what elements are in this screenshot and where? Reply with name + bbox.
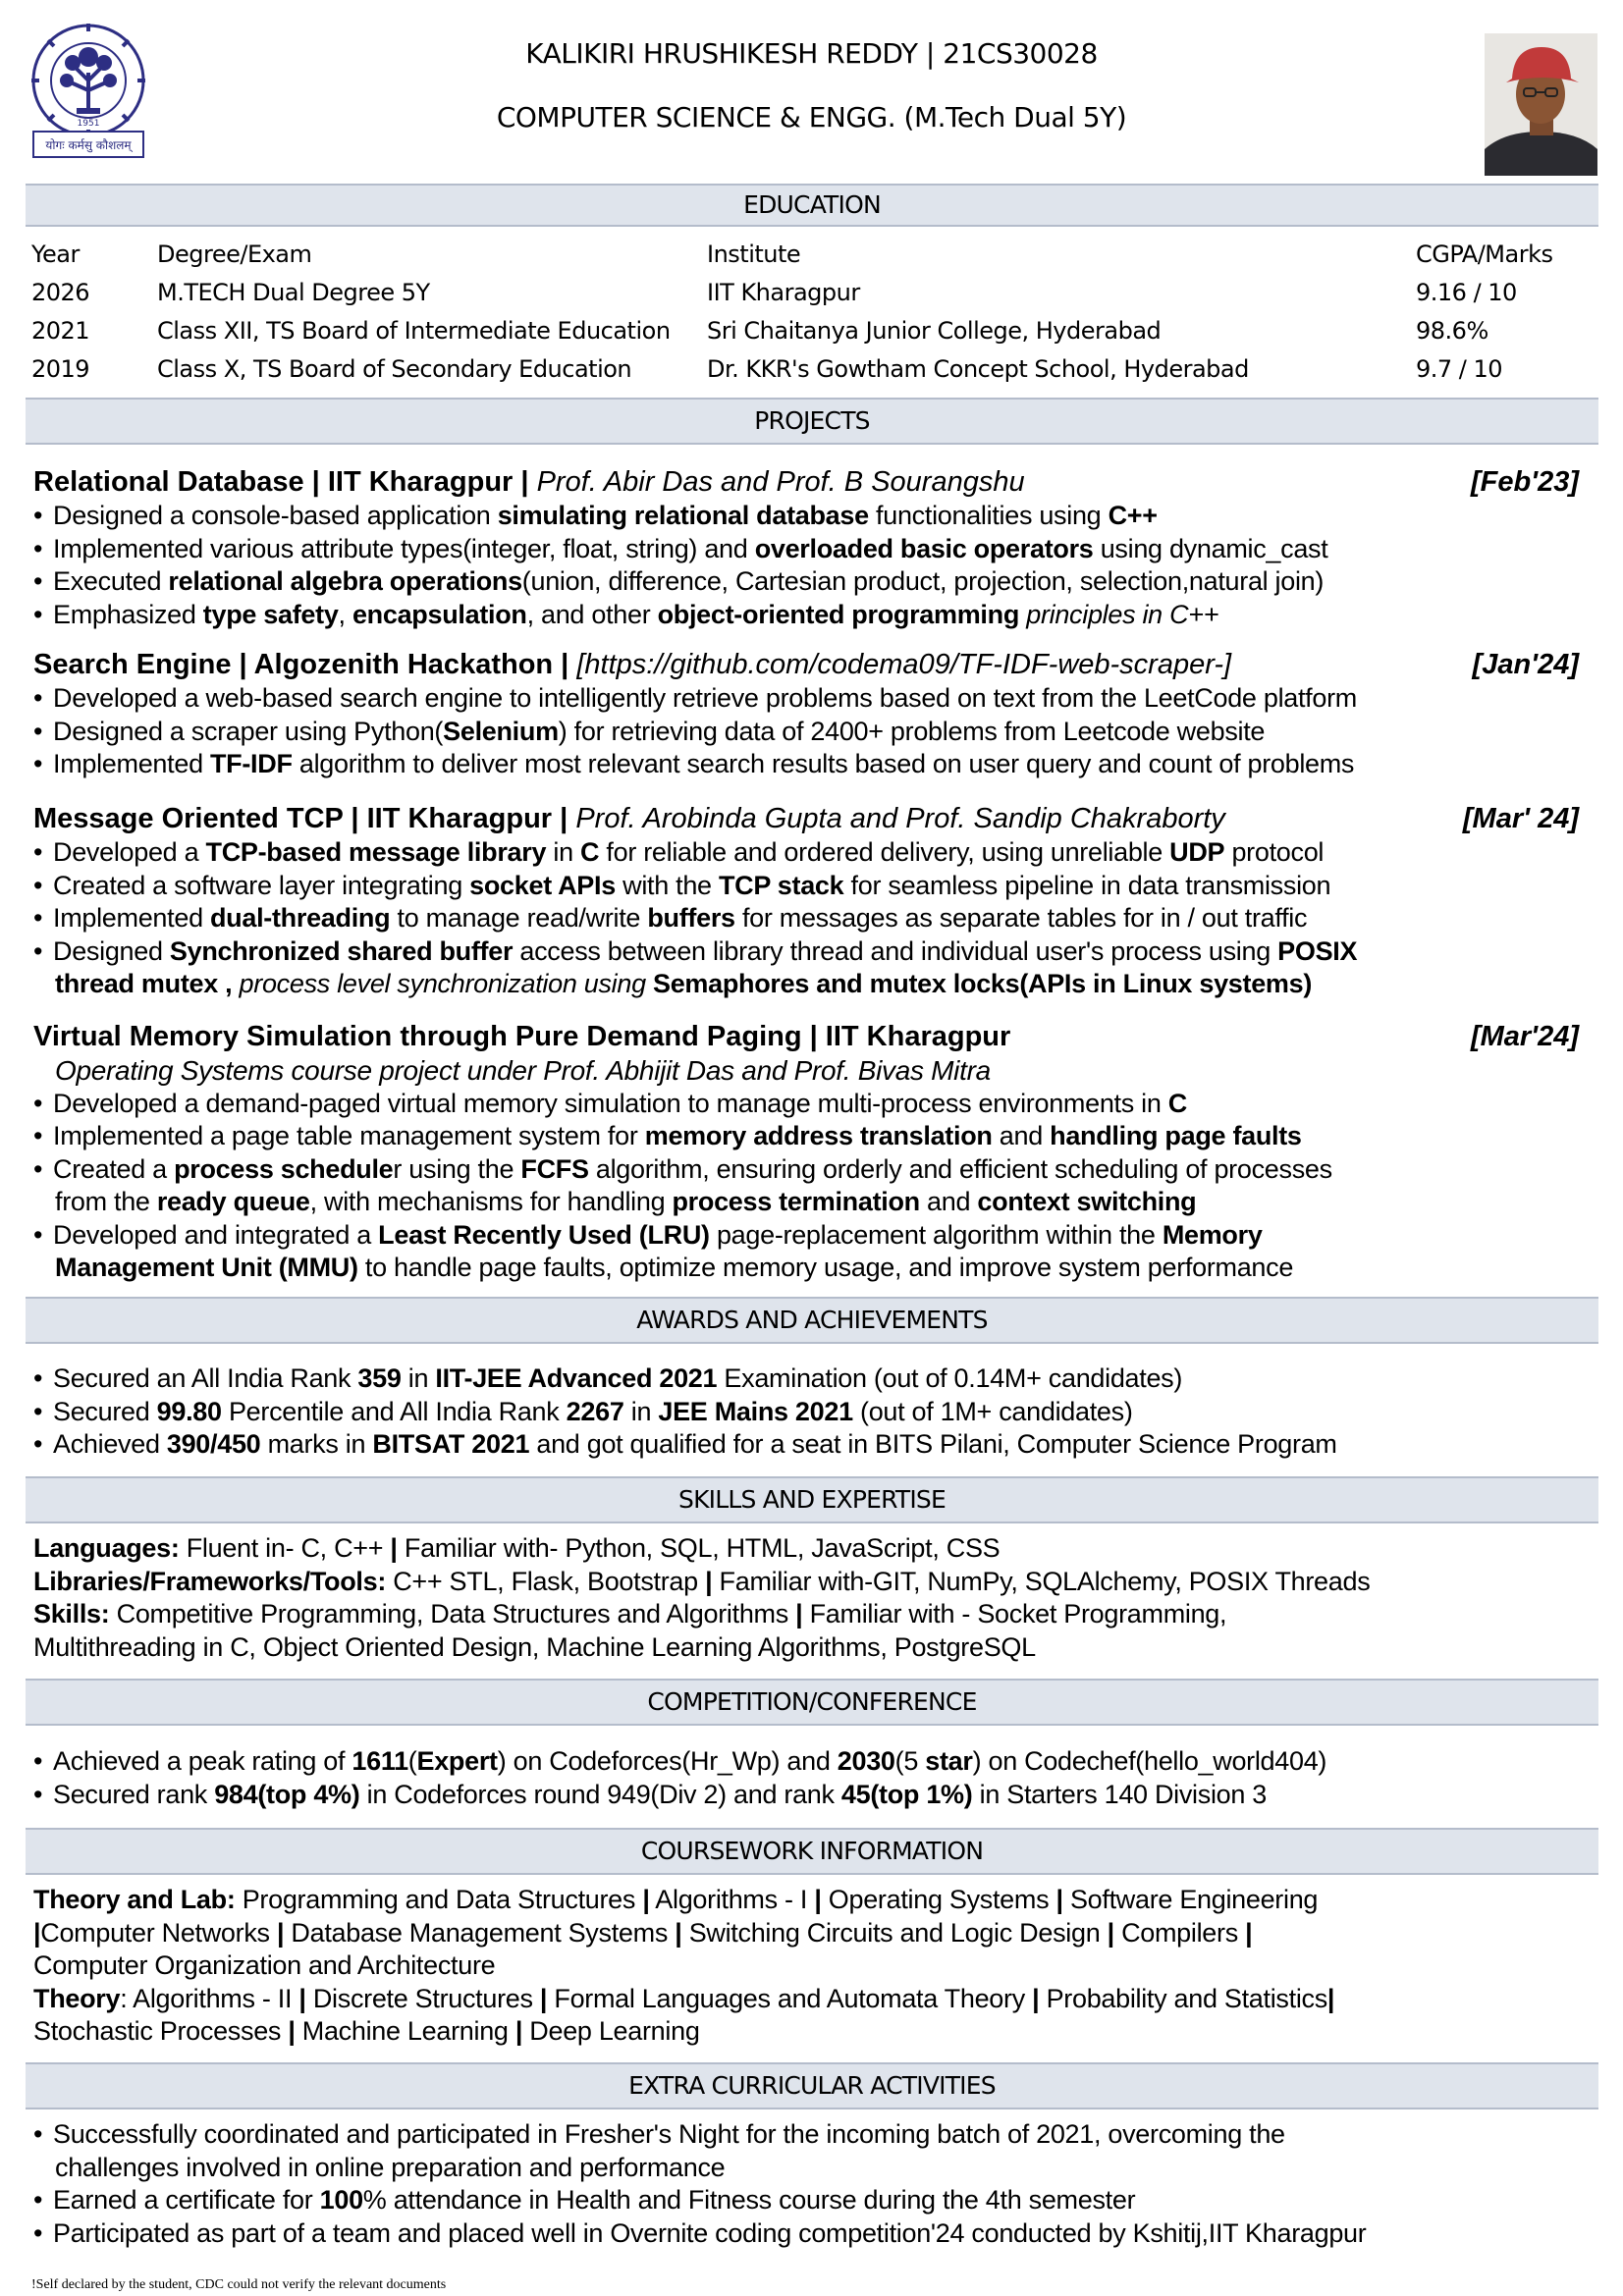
text-run: for messages as separate tables for in / out traffic [734, 903, 1308, 933]
text-run: Developed a web-based search engine to intelligently retrieve problems based on text from the LeetCode platform [53, 683, 1357, 713]
text-run: , [338, 599, 352, 629]
text-run: Operating Systems [821, 1885, 1056, 1914]
text-run: Developed a demand-paged virtual memory simulation to manage multi-process environments in [53, 1088, 1168, 1118]
list-item [33, 1745, 1598, 1779]
list-item [33, 565, 1598, 599]
list-item [33, 2184, 1598, 2217]
logo-year: 1951 [77, 119, 100, 129]
text-run: algorithm to deliver most relevant search results based on user query and count of problems [292, 749, 1355, 778]
list-item [33, 2118, 1598, 2152]
table-row [31, 349, 1593, 388]
project-link[interactable]: [https://github.com/codema09/TF-IDF-web-scraper-] [576, 649, 1232, 680]
emphasis-text: | [298, 1983, 306, 2013]
emphasis-text: TCP stack [718, 870, 844, 900]
project-subtitle: Prof. Arobinda Gupta and Prof. Sandip Chakraborty [575, 803, 1225, 834]
section-coursework: COURSEWORK INFORMATION [26, 1828, 1598, 1875]
emphasis-text: | [814, 1885, 822, 1914]
footnote: !Self declared by the student, CDC could not verify the relevant documents [31, 2277, 447, 2292]
coursework-theory-lab-cont [33, 1917, 1598, 1950]
text-run: Successfully coordinated and participated in Fresher's Night for the incoming batch of 2021, overcoming the [53, 2119, 1285, 2149]
department: COMPUTER SCIENCE & ENGG. (M.Tech Dual 5Y) [496, 101, 1127, 133]
emphasis-text: | [33, 1917, 41, 1948]
text-run: Achieved [53, 1429, 167, 1459]
emphasis-text: Languages: [33, 1533, 180, 1563]
text-run: Percentile and All India Rank [221, 1396, 567, 1426]
emphasis-text: | [288, 2016, 296, 2046]
emphasis-text: | [514, 2016, 523, 2046]
text-run: protocol [1224, 837, 1325, 867]
cell: M.TECH Dual Degree 5Y [157, 278, 430, 306]
text-run: Emphasized [53, 599, 203, 629]
list-item [33, 836, 1598, 870]
section-skills: SKILLS AND EXPERTISE [26, 1476, 1598, 1523]
text-run: page-replacement algorithm within the [709, 1219, 1163, 1250]
emphasis-text: Synchronized shared buffer [169, 935, 514, 966]
cell: 2021 [31, 316, 90, 345]
text-run: using dynamic_cast [1093, 533, 1328, 563]
emphasis-text: | [1107, 1917, 1114, 1948]
table-row [31, 273, 1593, 311]
project-date: [Mar'24] [1470, 1021, 1579, 1052]
cell: Sri Chaitanya Junior College, Hyderabad [707, 316, 1162, 345]
text-run: Database Management Systems [284, 1917, 676, 1948]
text-run: access between library thread and individual user's process using [513, 935, 1278, 966]
text-run: C++ STL, Flask, Bootstrap [386, 1566, 706, 1596]
list-item [33, 533, 1598, 566]
emphasis-text: TCP-based message library [205, 837, 547, 867]
list-item [33, 500, 1598, 533]
text-run: Fluent in- C, C++ [179, 1533, 391, 1563]
list-item [33, 1779, 1598, 1812]
text-run: marks in [260, 1429, 373, 1459]
cell: 98.6% [1416, 316, 1488, 345]
emphasis-text: Libraries/Frameworks/Tools: [33, 1566, 387, 1596]
awards-list [33, 1362, 1598, 1462]
text-run: Software Engineering [1062, 1885, 1319, 1914]
text-run: Deep Learning [522, 2016, 700, 2046]
logo-caption: योगः कर्मसु कौशलम् [45, 138, 132, 152]
emphasis-text: 984(top 4%) [214, 1779, 360, 1809]
project-date: [Feb'23] [1470, 466, 1579, 498]
emphasis-text: context switching [977, 1187, 1197, 1216]
competition-list [33, 1745, 1598, 1811]
emphasis-text: 1611 [352, 1746, 408, 1776]
list-item [33, 748, 1598, 781]
text-run: and [919, 1187, 978, 1216]
emphasis-text: C++ [1108, 501, 1158, 530]
emphasis-text: 359 [357, 1363, 402, 1393]
text-run: Competitive Programming, Data Structures and Algorithms [109, 1599, 796, 1629]
text-run: and got qualified for a seat in BITS Pilani, Computer Science Program [529, 1429, 1337, 1459]
text-run: Familiar with- Python, SQL, HTML, JavaScript, CSS [397, 1533, 1001, 1563]
skills-libraries [33, 1566, 1598, 1599]
skills-languages [33, 1532, 1598, 1566]
candidate-name: KALIKIRI HRUSHIKESH REDDY | 21CS30028 [525, 37, 1098, 70]
emphasis-text: | [276, 1917, 285, 1948]
text-run: Created a [53, 1153, 175, 1184]
emphasis-text: simulating relational database [497, 501, 869, 530]
emphasis-text: Semaphores and mutex locks(APIs in Linux systems) [653, 969, 1313, 998]
emphasis-text: Theory and Lab: [33, 1885, 236, 1914]
emphasis-text: Skills: [33, 1599, 110, 1629]
italic-text: process level synchronization using [232, 969, 653, 998]
emphasis-text: object-oriented programming [657, 599, 1020, 629]
emphasis-text: relational algebra operations [168, 566, 522, 596]
emphasis-text: | [539, 1983, 548, 2013]
emphasis-text: Expert [416, 1746, 498, 1776]
emphasis-text: Management Unit (MMU) [55, 1253, 358, 1282]
text-run: Secured [53, 1396, 157, 1426]
project-subtitle: Prof. Abir Das and Prof. B Sourangshu [536, 466, 1025, 498]
text-run: in [546, 837, 580, 867]
list-item [33, 870, 1598, 903]
text-run: Computer Networks [40, 1917, 277, 1948]
project-date: [Jan'24] [1472, 649, 1579, 680]
text-run: Participated as part of a team and placed well in Overnite coding competition'24 conducted by Kshitij,IIT Kharagpur [53, 2217, 1367, 2248]
section-extra-curricular: EXTRA CURRICULAR ACTIVITIES [26, 2062, 1598, 2109]
text-run: Developed and integrated a [53, 1219, 379, 1250]
emphasis-text: 100 [319, 2185, 363, 2215]
project-search-engine [33, 647, 1598, 781]
emphasis-text: thread mutex , [55, 969, 233, 998]
text-run: (out of 1M+ candidates) [852, 1396, 1133, 1426]
text-run: : Algorithms - II [120, 1983, 299, 2013]
list-item-continued [33, 1252, 1598, 1285]
emphasis-text: 45(top 1%) [840, 1779, 973, 1809]
text-run: Developed a [53, 837, 206, 867]
text-run: Formal Languages and Automata Theory [547, 1983, 1033, 2013]
text-run: Probability and Statistics [1039, 1983, 1327, 2013]
emphasis-text: 2030 [837, 1746, 895, 1776]
section-competition: COMPETITION/CONFERENCE [26, 1679, 1598, 1726]
section-projects: PROJECTS [26, 398, 1598, 445]
emphasis-text: | [1032, 1983, 1040, 2013]
text-run: Implemented [53, 903, 210, 933]
project-subtitle: Operating Systems course project under Prof. Abhijit Das and Prof. Bivas Mitra [55, 1055, 991, 1086]
text-run: Computer Organization and Architecture [33, 1950, 496, 1980]
list-item [33, 935, 1598, 969]
cell: 9.16 / 10 [1416, 278, 1517, 306]
section-education: EDUCATION [26, 184, 1598, 227]
project-title: Search Engine | Algozenith Hackathon | [33, 649, 569, 680]
cell: 2019 [31, 354, 90, 383]
text-run: Designed a scraper using Python( [53, 716, 444, 746]
text-run: in Starters 140 Division 3 [972, 1779, 1267, 1809]
text-run: for seamless pipeline in data transmission [843, 870, 1331, 900]
coursework-theory-lab-cont [33, 1949, 1598, 1983]
text-run: Discrete Structures [305, 1983, 540, 2013]
text-run: Designed [53, 935, 170, 966]
emphasis-text: | [1245, 1917, 1253, 1948]
text-run: Created a software layer integrating [53, 870, 470, 900]
text-run: ) on Codechef(hello_world404) [972, 1746, 1327, 1776]
text-run: challenges involved in online preparation and performance [55, 2152, 726, 2182]
section-awards: AWARDS AND ACHIEVEMENTS [26, 1297, 1598, 1344]
list-item [33, 2217, 1598, 2251]
text-run: Achieved a peak rating of [53, 1746, 352, 1776]
text-run: Implemented various attribute types(integer, float, string) and [53, 533, 755, 563]
text-run: Switching Circuits and Logic Design [681, 1917, 1108, 1948]
text-run: algorithm, ensuring orderly and efficient scheduling of processes [588, 1153, 1332, 1184]
emphasis-text: dual-threading [209, 903, 391, 933]
emphasis-text: BITSAT 2021 [372, 1429, 530, 1459]
col-degree: Degree/Exam [157, 240, 312, 268]
coursework-list [33, 1884, 1598, 2049]
emphasis-text: Memory [1162, 1219, 1263, 1250]
emphasis-text: handling page faults [1050, 1121, 1302, 1150]
text-run: , with mechanisms for handling [309, 1187, 673, 1216]
emphasis-text: | [390, 1533, 398, 1563]
emphasis-text: UDP [1169, 837, 1225, 867]
table-row [31, 311, 1593, 349]
list-item [33, 1120, 1598, 1153]
cell: 9.7 / 10 [1416, 354, 1503, 383]
list-item [33, 682, 1598, 716]
italic-text: principles in C++ [1019, 599, 1219, 629]
text-run: , and other [526, 599, 658, 629]
cell: Class X, TS Board of Secondary Education [157, 354, 632, 383]
text-run: Earned a certificate for [53, 2185, 320, 2215]
text-run: r using the [393, 1153, 521, 1184]
text-run: ( [407, 1746, 417, 1776]
project-title: Message Oriented TCP | IIT Kharagpur | [33, 803, 568, 834]
text-run: Secured an All India Rank [53, 1363, 358, 1393]
emphasis-text: 2267 [566, 1396, 624, 1426]
list-item-continued [33, 968, 1598, 1001]
skills-skills [33, 1598, 1598, 1631]
skills-skills-cont [33, 1631, 1598, 1665]
text-run: (5 [894, 1746, 926, 1776]
text-run: Machine Learning [295, 2016, 515, 2046]
text-run: Examination (out of 0.14M+ candidates) [717, 1363, 1183, 1393]
emphasis-text: process schedule [174, 1153, 394, 1184]
emphasis-text: JEE Mains 2021 [658, 1396, 853, 1426]
col-year: Year [31, 240, 80, 268]
text-run: Programming and Data Structures [235, 1885, 643, 1914]
text-run: Implemented a page table management system for [53, 1121, 645, 1150]
emphasis-text: | [1326, 1983, 1335, 2013]
text-run: and [992, 1121, 1051, 1150]
text-run: Compilers [1113, 1917, 1246, 1948]
education-table [31, 236, 1593, 388]
list-item [33, 1219, 1598, 1253]
emphasis-text: type safety [202, 599, 339, 629]
emphasis-text: Selenium [443, 716, 559, 746]
emphasis-text: | [705, 1566, 713, 1596]
list-item [33, 902, 1598, 935]
coursework-theory-cont [33, 2015, 1598, 2049]
emphasis-text: overloaded basic operators [754, 533, 1094, 563]
text-run: functionalities using [868, 501, 1109, 530]
cell: IIT Kharagpur [707, 278, 860, 306]
col-institute: Institute [707, 240, 801, 268]
emphasis-text: Least Recently Used (LRU) [378, 1219, 710, 1250]
list-item [33, 599, 1598, 632]
text-run: Stochastic Processes [33, 2016, 289, 2046]
coursework-theory-lab [33, 1884, 1598, 1917]
project-date: [Mar' 24] [1462, 803, 1579, 834]
text-run: in Codeforces round 949(Div 2) and rank [359, 1779, 841, 1809]
emphasis-text: buffers [647, 903, 735, 933]
list-item [33, 1396, 1598, 1429]
cell: 2026 [31, 278, 90, 306]
text-run: Familiar with - Socket Programming, [802, 1599, 1227, 1629]
coursework-theory [33, 1983, 1598, 2016]
list-item [33, 1153, 1598, 1187]
emphasis-text: | [795, 1599, 803, 1629]
skills-list [33, 1532, 1598, 1664]
text-run: Algorithms - I [649, 1885, 815, 1914]
list-item-continued [33, 1186, 1598, 1219]
text-run: in [401, 1363, 436, 1393]
col-cgpa: CGPA/Marks [1416, 240, 1553, 268]
education-header-row [31, 236, 1593, 273]
text-run: Implemented [53, 749, 210, 778]
text-run: from the [55, 1187, 157, 1216]
emphasis-text: | [642, 1885, 650, 1914]
emphasis-text: 99.80 [156, 1396, 222, 1426]
list-item [33, 1088, 1598, 1121]
project-relational-database [33, 464, 1598, 631]
emphasis-text: | [1055, 1885, 1063, 1914]
emphasis-text: memory address translation [644, 1121, 993, 1150]
text-run: Familiar with-GIT, NumPy, SQLAlchemy, POSIX Threads [712, 1566, 1371, 1596]
list-item [33, 1362, 1598, 1396]
text-run: to manage read/write [390, 903, 648, 933]
text-run: in [623, 1396, 659, 1426]
project-virtual-memory [33, 1019, 1598, 1285]
emphasis-text: star [925, 1746, 973, 1776]
project-title: Relational Database | IIT Kharagpur | [33, 466, 529, 498]
text-run: ) on Codeforces(Hr_Wp) and [497, 1746, 838, 1776]
cell: Dr. KKR's Gowtham Concept School, Hyderabad [707, 354, 1249, 383]
list-item [33, 1428, 1598, 1462]
text-run: to handle page faults, optimize memory usage, and improve system performance [357, 1253, 1294, 1282]
emphasis-text: C [580, 837, 600, 867]
emphasis-text: encapsulation [352, 599, 527, 629]
project-message-oriented-tcp [33, 801, 1598, 1001]
text-run: % attendance in Health and Fitness course during the 4th semester [362, 2185, 1136, 2215]
text-run: Executed [53, 566, 169, 596]
list-item [33, 716, 1598, 749]
emphasis-text: | [675, 1917, 682, 1948]
emphasis-text: POSIX [1277, 935, 1358, 966]
emphasis-text: socket APIs [469, 870, 616, 900]
emphasis-text: ready queue [156, 1187, 310, 1216]
text-run: (union, difference, Cartesian product, projection, selection,natural join) [521, 566, 1325, 596]
emphasis-text: 390/450 [166, 1429, 261, 1459]
text-run: for reliable and ordered delivery, using unreliable [599, 837, 1170, 867]
emphasis-text: Theory [33, 1983, 121, 2013]
text-run: with the [615, 870, 719, 900]
emphasis-text: IIT-JEE Advanced 2021 [435, 1363, 718, 1393]
list-item-continued [33, 2152, 1598, 2185]
text-run: ) for retrieving data of 2400+ problems from Leetcode website [558, 716, 1266, 746]
text-run: Designed a console-based application [53, 501, 498, 530]
extra-list [33, 2118, 1598, 2250]
text-run: Multithreading in C, Object Oriented Design, Machine Learning Algorithms, PostgreSQL [33, 1631, 1036, 1662]
emphasis-text: C [1167, 1088, 1187, 1118]
emphasis-text: process termination [672, 1187, 920, 1216]
emphasis-text: FCFS [520, 1153, 589, 1184]
text-run: Secured rank [53, 1779, 215, 1809]
emphasis-text: TF-IDF [209, 749, 293, 778]
project-title: Virtual Memory Simulation through Pure Demand Paging | IIT Kharagpur [33, 1021, 1011, 1052]
cell: Class XII, TS Board of Intermediate Education [157, 316, 671, 345]
